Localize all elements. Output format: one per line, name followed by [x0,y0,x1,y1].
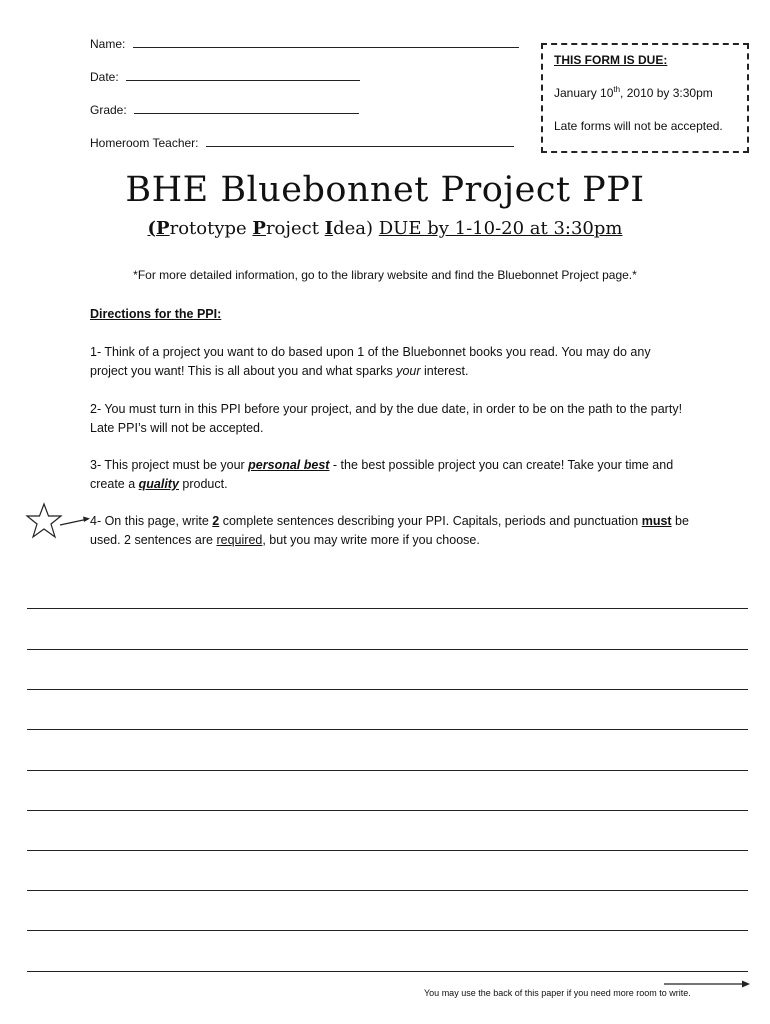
direction-1: 1- Think of a project you want to do based upon 1 of the Bluebonnet books you read. You may do any project you want! This is all about you and what sparks your interest. [90,345,651,378]
date-field[interactable] [90,70,360,84]
writing-line[interactable] [27,930,748,931]
due-box-late-note: Late forms will not be accepted. [554,119,723,133]
direction-3: 3- This project must be your personal best - the best possible project you can create! Take your time and create a quality product. [90,458,674,491]
due-box-title: THIS FORM IS DUE: [554,53,668,67]
grade-field[interactable] [90,103,359,117]
name-line[interactable] [133,37,519,48]
back-of-page-note: You may use the back of this paper if you need more room to write. [424,988,691,998]
date-label: Date: [90,70,119,84]
homeroom-teacher-line[interactable] [206,136,514,147]
writing-line[interactable] [27,608,748,609]
info-note: *For more detailed information, go to the library website and find the Bluebonnet Project page.* [133,268,637,282]
writing-line[interactable] [27,689,748,690]
writing-line[interactable] [27,971,748,972]
writing-line[interactable] [27,649,748,650]
star-arrow-icon [24,500,94,545]
homeroom-teacher-label: Homeroom Teacher: [90,136,199,150]
writing-line[interactable] [27,810,748,811]
grade-label: Grade: [90,103,127,117]
name-label: Name: [90,37,126,51]
due-box-date: January 10th, 2010 by 3:30pm [554,85,713,100]
writing-line[interactable] [27,729,748,730]
writing-line[interactable] [27,770,748,771]
name-field[interactable] [90,37,519,51]
homeroom-teacher-field[interactable] [90,136,514,150]
writing-line[interactable] [27,850,748,851]
directions-heading: Directions for the PPI: [90,307,222,321]
due-date-box [541,43,749,153]
direction-2: 2- You must turn in this PPI before your project, and by the due date, in order to be on the path to the party! Late PPI’s will not be accepted. [90,402,683,435]
page-title: BHE Bluebonnet Project PPI [125,170,645,210]
writing-line[interactable] [27,890,748,891]
direction-4: 4- On this page, write 2 complete sentences describing your PPI. Capitals, periods and punctuation must be used. 2 sentences are required, but you may write more if you choose. [90,514,689,547]
date-line[interactable] [126,70,360,81]
grade-line[interactable] [134,103,359,114]
page-subtitle: (Prototype Project Idea) DUE by 1-10-20 at 3:30pm [147,218,623,239]
